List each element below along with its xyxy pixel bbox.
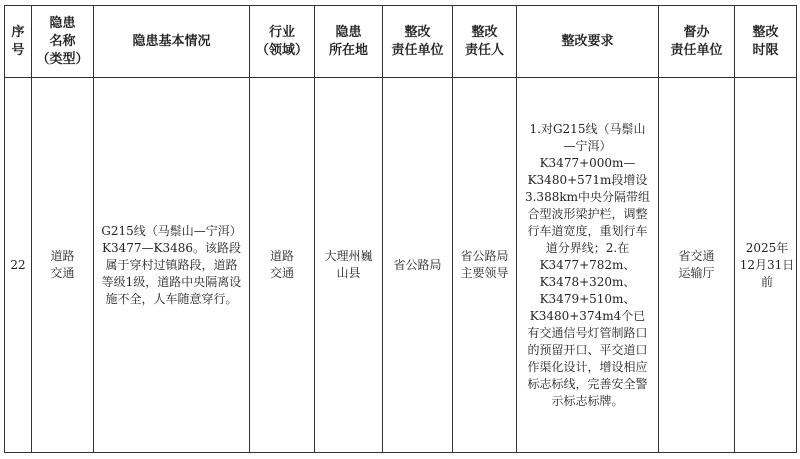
header-location-line-1: 隐患 — [335, 24, 362, 40]
header-hazard-name-line-3: （类型） — [36, 51, 89, 67]
cell-basic-situation: G215线（马鬃山—宁洱）K3477—K3486。该路段属于穿村过镇路段，道路等级1级，道路中央隔离设施不全，人车随意穿行。 — [94, 78, 250, 453]
header-hazard-name — [32, 6, 94, 78]
header-deadline-line-2: 时限 — [752, 42, 779, 58]
cell-requirements: 1.对G215线（马鬃山—宁洱）K3477+000m—K3480+571m段增设3.388km中央分隔带组合型波形梁护栏，调整行车道宽度，重划行车道分界线；2.在K3477+782m、K3478+320m、K3479+510m、K3480+374m4个已有交通信号灯管制路口的预留开口、平交道口作渠化设计，增设相应标志标线，完善安全警示标志标牌。 — [517, 78, 659, 453]
cell-location — [315, 78, 383, 453]
header-deadline-line-1: 整改 — [752, 24, 779, 40]
cell-location-text: 大理州巍山县 — [324, 249, 373, 280]
header-hazard-name-line-2: 名称 — [49, 33, 76, 49]
cell-deadline — [735, 78, 797, 453]
header-requirements — [517, 6, 659, 78]
header-basic-situation — [94, 6, 250, 78]
cell-responsible-unit: 省公路局 — [383, 78, 453, 453]
hazard-table — [4, 5, 797, 453]
header-requirements-line-1: 整改要求 — [561, 33, 614, 49]
header-supervising-unit-line-2: 责任单位 — [670, 42, 723, 58]
header-industry — [250, 6, 315, 78]
header-responsible-unit-line-1: 整改 — [404, 24, 431, 40]
cell-hazard-name — [32, 78, 94, 453]
header-row — [5, 6, 797, 78]
header-basic-situation-line-1: 隐患基本情况 — [132, 33, 211, 49]
cell-deadline-text: 2025年12月31日前 — [739, 240, 795, 289]
header-location — [315, 6, 383, 78]
cell-supervising-unit-text: 省交通运输厅 — [678, 249, 715, 280]
header-responsible-person-line-2: 责任人 — [464, 42, 504, 58]
header-responsible-person — [453, 6, 517, 78]
cell-supervising-unit — [659, 78, 735, 453]
header-supervising-unit-line-1: 督办 — [683, 24, 710, 40]
header-seq-line-2: 号 — [11, 42, 25, 58]
header-seq — [5, 6, 32, 78]
header-hazard-name-line-1: 隐患 — [49, 15, 76, 31]
cell-industry-text: 道路交通 — [269, 249, 294, 280]
header-supervising-unit — [659, 6, 735, 78]
cell-industry — [250, 78, 315, 453]
cell-seq: 22 — [5, 78, 32, 453]
cell-responsible-person-text: 省公路局主要领导 — [460, 249, 509, 280]
header-responsible-person-line-1: 整改 — [471, 24, 498, 40]
header-responsible-unit-line-2: 责任单位 — [391, 42, 444, 58]
header-deadline — [735, 6, 797, 78]
header-industry-line-2: （领域） — [255, 42, 308, 58]
table-row — [5, 78, 797, 453]
header-responsible-unit — [383, 6, 453, 78]
header-industry-line-1: 行业 — [268, 24, 295, 40]
cell-hazard-name-text: 道路交通 — [50, 249, 75, 280]
cell-responsible-person — [453, 78, 517, 453]
header-location-line-2: 所在地 — [328, 42, 368, 58]
header-seq-line-1: 序 — [11, 24, 25, 40]
